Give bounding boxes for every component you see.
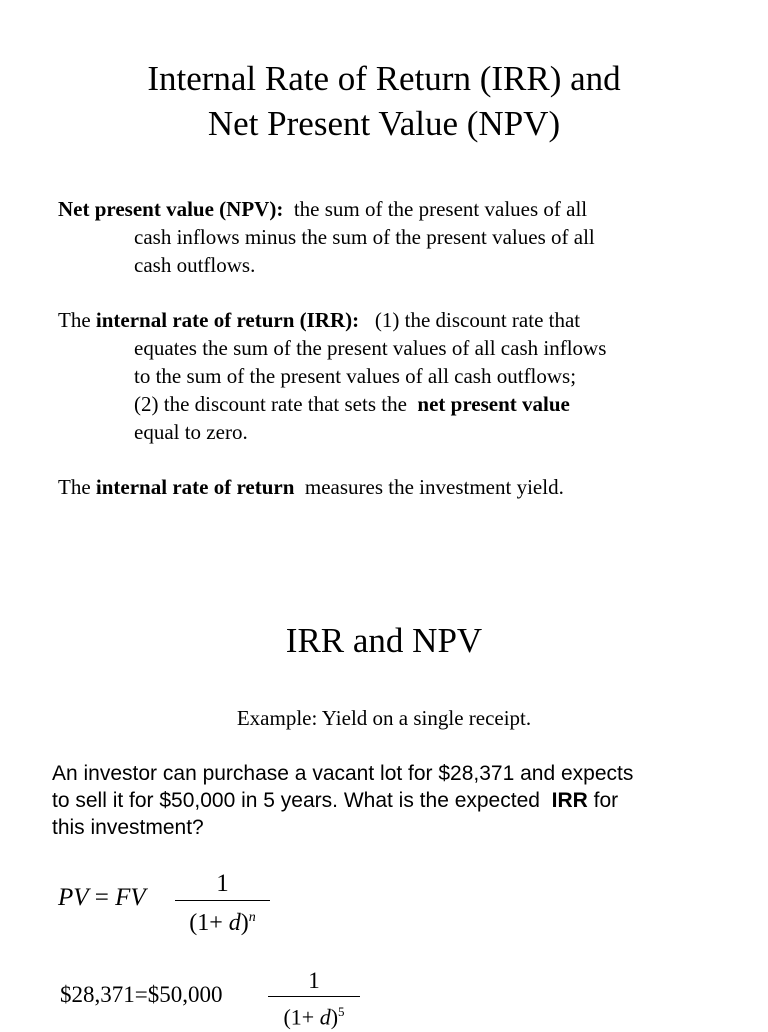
irr-term: internal rate of return (IRR): — [95, 308, 360, 332]
npv-def-line2: cash inflows minus the sum of the present values of all — [134, 225, 595, 249]
slide1-title-line1: Internal Rate of Return (IRR) and — [147, 59, 621, 98]
equals-sign: = — [94, 884, 109, 911]
pv-value: $28,371 — [60, 982, 135, 1007]
example-numerator: 1 — [308, 968, 320, 993]
fv-value: $50,000 — [147, 982, 223, 1007]
npv-def-line3: cash outflows. — [134, 253, 256, 277]
irr-def-line4-bold: net present value — [417, 392, 570, 416]
irr-def-line2: equates the sum of the present values of all cash inflows — [134, 336, 607, 360]
npv-term: Net present value (NPV): — [58, 197, 284, 221]
slide1-title-line2: Net Present Value (NPV) — [207, 104, 561, 143]
irr-def-line4: (2) the discount rate that sets the — [134, 392, 407, 416]
example-formula — [60, 982, 222, 1008]
example-exponent: 5 — [338, 1004, 345, 1019]
irr-def-line1: (1) the discount rate that — [374, 308, 581, 332]
npv-def-line1: the sum of the present values of all — [293, 197, 588, 221]
equals-sign-2: = — [134, 982, 148, 1007]
irr-def-line3: to the sum of the present values of all cash outflows; — [134, 364, 577, 388]
problem-line3: this investment? — [52, 816, 204, 839]
fv-symbol: FV — [115, 884, 146, 911]
pv-fraction — [175, 868, 270, 940]
pv-denominator: $(1+ d)^n$ — [189, 910, 256, 936]
pv-exponent: n — [248, 910, 256, 925]
problem-irr: IRR — [551, 789, 588, 812]
example-fraction — [268, 966, 360, 1032]
pv-numerator: 1 — [216, 870, 229, 897]
npv-definition — [58, 195, 595, 279]
problem-line2: to sell it for $50,000 in 5 years. What is the expected — [52, 789, 540, 812]
irr-definition — [58, 306, 606, 446]
irr-def-line5: equal to zero. — [134, 420, 248, 444]
irr-lead: The — [58, 308, 91, 332]
irr-yield-lead: The — [58, 475, 91, 499]
irr-yield-term: internal rate of return — [95, 475, 295, 499]
example-caption: Example: Yield on a single receipt. — [236, 706, 532, 730]
pv-symbol: PV — [58, 884, 89, 911]
example-denominator: $(1+ d)^5$ — [283, 1004, 345, 1030]
problem-line2-post: for — [593, 789, 619, 812]
irr-yield-statement — [58, 473, 564, 501]
slide2-title: IRR and NPV — [285, 621, 483, 660]
problem-statement — [52, 760, 633, 841]
irr-yield-rest: measures the investment yield. — [304, 475, 564, 499]
problem-line1: An investor can purchase a vacant lot for $28,371 and expects — [52, 762, 634, 785]
